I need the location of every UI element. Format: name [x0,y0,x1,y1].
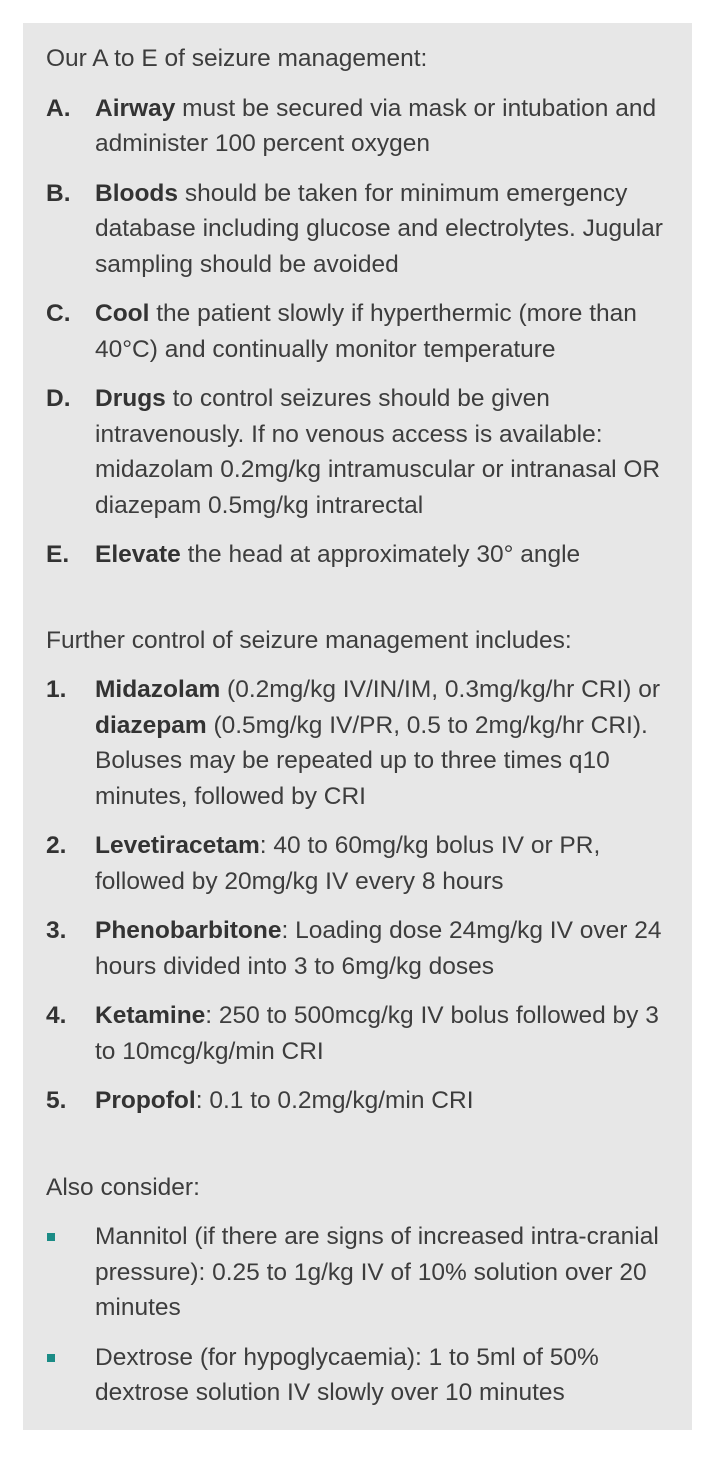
list-item [46,1219,668,1326]
list-text: Dextrose (for hypoglycaemia): 1 to 5ml of 50% dextrose solution IV slowly over 10 minutes [95,1343,599,1406]
list-marker: 4. [46,1002,67,1029]
list-text: : Loading dose 24mg/kg IV over 24 hours divided into 3 to 6mg/kg doses [95,917,662,980]
list-text: : 0.1 to 0.2mg/kg/min CRI [195,1087,474,1114]
also-consider-list [46,1219,668,1411]
section-b-intro: Further control of seizure management includes: [46,626,572,654]
list-marker: E. [46,541,70,568]
list-marker: A. [46,94,71,122]
list-item [46,537,668,573]
square-bullet-icon [46,1340,95,1411]
list-text: to control seizures should be given intravenously. If no venous access is available: midazolam 0.2mg/kg intramuscular or intranasal OR diazepam 0.5mg/kg intrarectal [95,385,661,519]
square-bullet-icon [46,1219,95,1326]
list-item [46,1083,668,1119]
list-marker: 3. [46,917,67,944]
a-to-e-list [46,91,668,573]
list-marker: 2. [46,832,67,859]
list-term: Bloods [95,179,179,207]
list-text: : 250 to 500mcg/kg IV bolus followed by 3 to 10mcg/kg/min CRI [95,1002,659,1065]
list-term: Cool [95,300,150,327]
section-c-intro: Also consider: [46,1173,200,1201]
list-marker: C. [46,300,71,327]
list-item [46,296,668,367]
list-item [46,828,668,899]
list-term: Elevate [95,541,181,568]
list-term: Ketamine [95,1002,206,1029]
list-item [46,672,668,814]
list-marker: 5. [46,1087,67,1114]
list-term: Levetiracetam [95,832,260,859]
list-text: (0.2mg/kg IV/IN/IM, 0.3mg/kg/hr CRI) or [220,676,661,703]
list-item [46,1340,668,1411]
list-term: Airway [95,94,176,122]
list-text-secondary: (0.5mg/kg IV/PR, 0.5 to 2mg/kg/hr CRI). Boluses may be repeated up to three times q10 minutes, followed by CRI [95,711,648,810]
list-text: the head at approximately 30° angle [180,541,581,568]
list-term: Midazolam [95,676,221,703]
further-control-list [46,672,668,1119]
info-panel [23,23,692,1430]
list-marker: D. [46,385,71,412]
list-item [46,998,668,1069]
list-item [46,176,668,283]
list-text: : 40 to 60mg/kg bolus IV or PR, followed by 20mg/kg IV every 8 hours [95,832,601,895]
list-text: should be taken for minimum emergency database including glucose and electrolytes. Jugular sampling should be avoided [95,179,663,278]
list-term: Phenobarbitone [95,917,282,944]
list-term: Propofol [95,1087,196,1114]
list-item [46,381,668,523]
list-item [46,91,668,162]
list-text: the patient slowly if hyperthermic (more than 40°C) and continually monitor temperature [95,300,637,363]
list-marker: B. [46,179,71,207]
list-text: Mannitol (if there are signs of increased intra-cranial pressure): 0.25 to 1g/kg IV of 10% solution over 20 minutes [95,1223,659,1321]
list-term: Drugs [95,385,166,412]
list-text: must be secured via mask or intubation and administer 100 percent oxygen [95,94,657,157]
list-item [46,913,668,984]
section-a-intro: Our A to E of seizure management: [46,45,428,72]
list-term-secondary: diazepam [95,711,207,739]
list-marker: 1. [46,676,67,703]
